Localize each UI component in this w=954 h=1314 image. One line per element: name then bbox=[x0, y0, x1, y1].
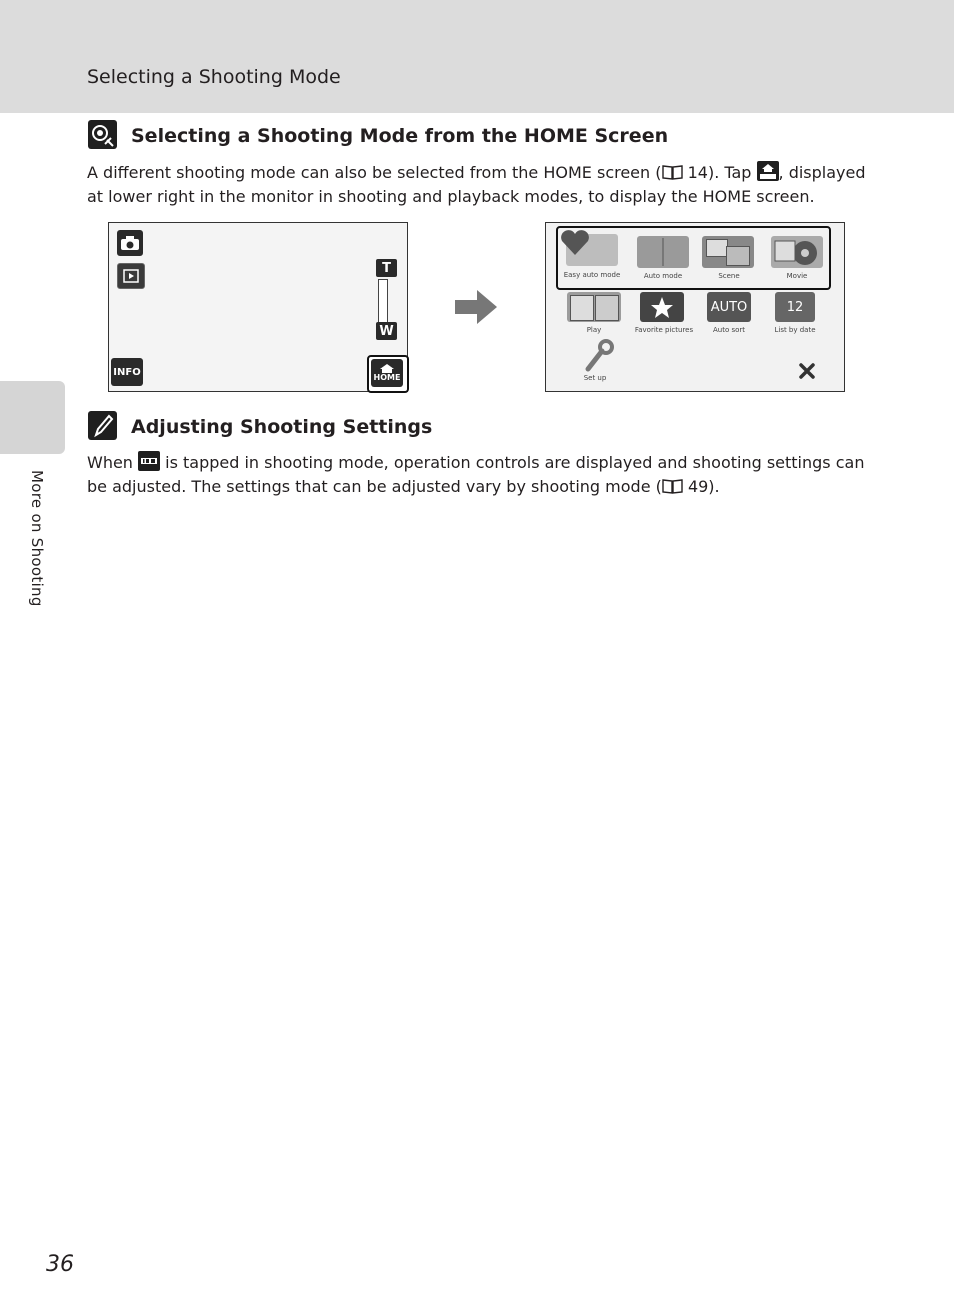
scene-tile bbox=[702, 236, 754, 268]
wrench-icon bbox=[582, 339, 614, 373]
book-reference-icon bbox=[662, 164, 683, 180]
header-band bbox=[0, 0, 954, 113]
mode-label: Easy auto mode bbox=[563, 271, 621, 279]
list-by-date-tile: 12 bbox=[775, 292, 815, 322]
zoom-bar bbox=[378, 279, 388, 323]
close-icon bbox=[798, 362, 816, 380]
setup-label: Set up bbox=[583, 374, 607, 382]
paragraph-text: A different shooting mode can also be selected from the HOME screen ( bbox=[87, 163, 662, 182]
arrow-right-icon bbox=[455, 290, 497, 324]
zoom-wide-button: W bbox=[376, 322, 397, 340]
home-button bbox=[371, 359, 403, 387]
movie-tile bbox=[771, 236, 823, 268]
mode-label: Scene bbox=[718, 272, 740, 280]
page-reference: 14). Tap bbox=[682, 163, 757, 182]
section-title-home-screen: Selecting a Shooting Mode from the HOME Screen bbox=[131, 125, 669, 147]
pencil-note-icon bbox=[88, 411, 117, 440]
shooting-screen-figure bbox=[108, 222, 408, 392]
play-tile bbox=[567, 292, 621, 322]
book-reference-icon bbox=[662, 478, 683, 494]
playback-icon bbox=[117, 263, 145, 289]
home-house-icon bbox=[380, 364, 394, 373]
home-button-label: HOME bbox=[373, 372, 401, 382]
home-icon bbox=[757, 161, 779, 181]
chapter-tab-label: More on Shooting bbox=[28, 470, 46, 607]
camera-note-icon bbox=[88, 120, 117, 149]
favorite-pictures-tile bbox=[640, 292, 684, 322]
menu-label: Play bbox=[586, 326, 602, 334]
running-header: Selecting a Shooting Mode bbox=[87, 66, 341, 88]
section-title-adjusting-settings: Adjusting Shooting Settings bbox=[131, 416, 433, 438]
chapter-tab bbox=[0, 381, 65, 454]
menu-label: List by date bbox=[774, 326, 816, 334]
section-paragraph-home-screen bbox=[87, 161, 872, 209]
easy-auto-mode-tile bbox=[566, 234, 618, 266]
page-reference: 49). bbox=[682, 477, 720, 496]
info-icon bbox=[138, 451, 160, 471]
info-button: INFO bbox=[111, 358, 143, 386]
auto-mode-tile bbox=[637, 236, 689, 268]
paragraph-text: , displayed at lower right in the monitor in shooting and playback modes, to display the HOME screen. bbox=[87, 163, 866, 206]
auto-sort-tile: AUTO bbox=[707, 292, 751, 322]
page-number: 36 bbox=[46, 1252, 74, 1277]
menu-label: Auto sort bbox=[712, 326, 746, 334]
zoom-tele-button: T bbox=[376, 259, 397, 277]
paragraph-text: When bbox=[87, 453, 139, 472]
menu-label: Favorite pictures bbox=[634, 326, 694, 334]
section-paragraph-adjusting-settings bbox=[87, 451, 872, 499]
mode-label: Auto mode bbox=[643, 272, 683, 280]
shooting-mode-camera-icon bbox=[117, 230, 143, 256]
paragraph-text: is tapped in shooting mode, operation controls are displayed and shooting settings can be adjusted. The settings that can be adjusted vary by shooting mode ( bbox=[87, 453, 865, 496]
mode-label: Movie bbox=[786, 272, 808, 280]
